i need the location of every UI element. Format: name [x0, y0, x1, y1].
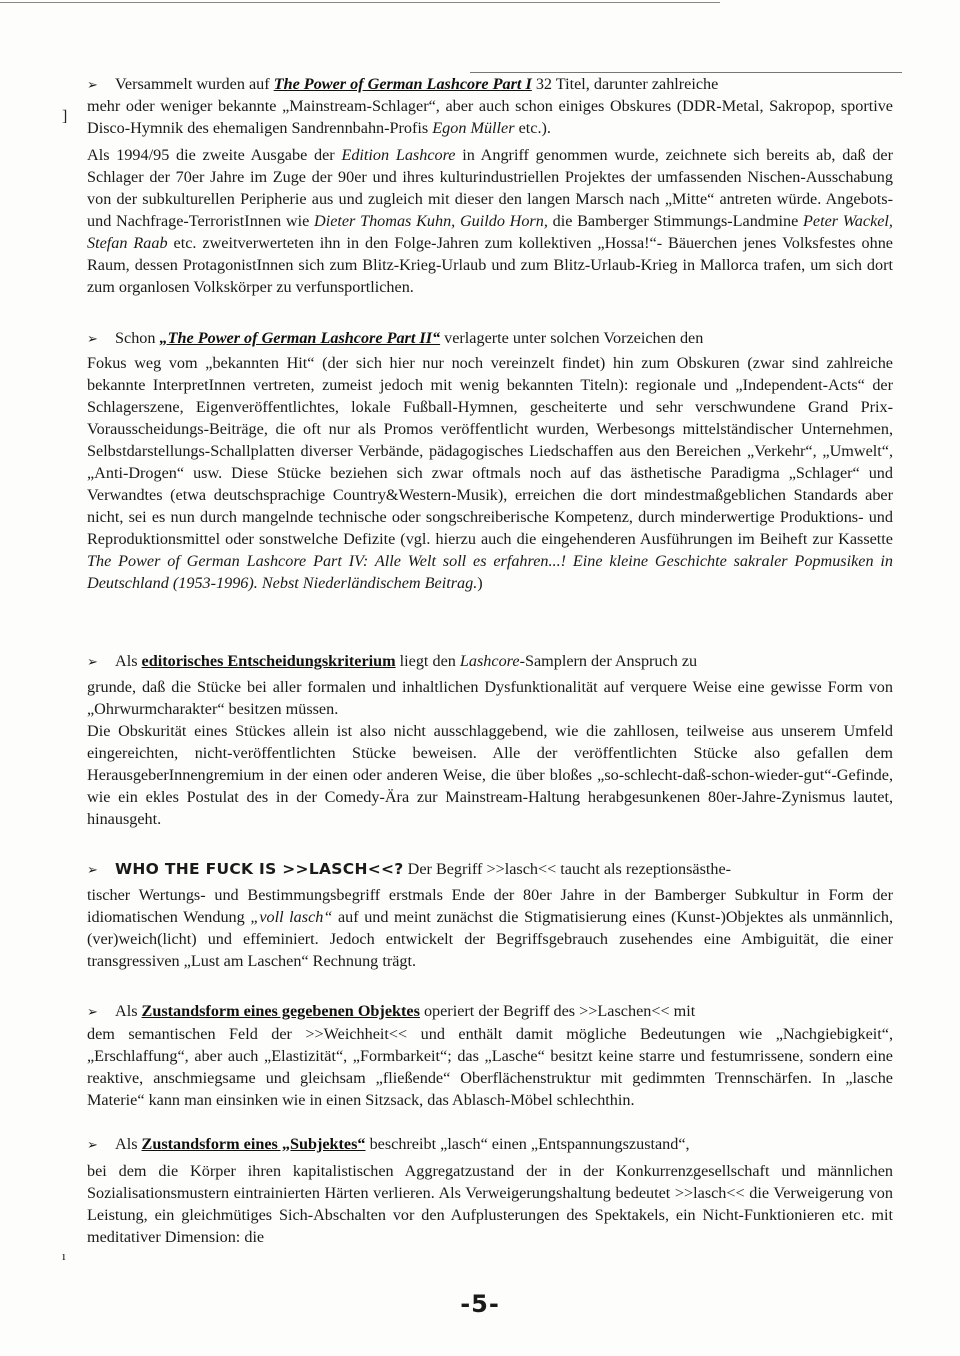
- section-5-lead: ➢ Als Zustandsform eines gegebenen Objektes operiert der Begriff des >>Laschen<< mit: [87, 1000, 695, 1024]
- margin-mark: ı: [62, 1248, 66, 1263]
- arrow-bullet-icon: ➢: [87, 1138, 98, 1153]
- title-highlight: „The Power of German Lashcore Part II“: [159, 329, 441, 347]
- section-1-lead: ➢ Versammelt wurden auf The Power of German Lashcore Part I 32 Titel, darunter zahlreiche: [87, 73, 718, 97]
- arrow-bullet-icon: ➢: [87, 863, 98, 878]
- keyword-highlight: editorisches Entscheidungskriterium: [141, 652, 396, 670]
- arrow-bullet-icon: ➢: [87, 655, 98, 670]
- section-3-paragraph: Die Obskurität eines Stückes allein ist also nicht ausschlaggebend, wie die zahllosen, teilweise aus unserem Umfeld eingereichten, nicht-veröffentlichten Stücke beweisen. Alle der veröffentlichten Stücke also gefallen dem HerausgeberInnengremium in der einen oder anderen Weise, die über bloßes „so-schlecht-daß-schon-wieder-gut“-Gefinde, wie ein ekles Postulat des in der Comedy-Ära zur Mainstream-Haltung herabgesunkenen 80er-Jahre-Zynismus lautet, hinausgeht.: [87, 722, 893, 828]
- page-number: -5-: [460, 1290, 500, 1318]
- section-6-lead: ➢ Als Zustandsform eines „Subjektes“ beschreibt „lasch“ einen „Entspannungszustand“,: [87, 1133, 690, 1157]
- section-4-lead: ➢ WHO THE FUCK IS >>LASCH<<? Der Begriff >>lasch<< taucht als rezeptionsästhe-: [87, 858, 731, 882]
- top-rule: [0, 2, 720, 3]
- section-4-continuation: tischer Wertungs- und Bestimmungsbegriff erstmals Ende der 80er Jahre in der Bamberger Subkultur in Form der idiomatischen Wendung „voll lasch“ auf und meint zunächst die Stigmatisierung eines (Kunst-)Objektes als unmännlich, (ver)weich(licht) und effeminiert. Jedoch entwickelt der Begriffsgebrauch zusehendes eine Ambiguität, die einer transgressiven „Lust am Laschen“ Rechnung trägt.: [87, 886, 894, 970]
- section-3-continuation: grunde, daß die Stücke bei aller formalen und inhaltlichen Dysfunktionalität auf verquere Weise eine gewisse Form von „Ohrwurmcharakter“ besitzen müssen.: [87, 678, 893, 718]
- section-2-lead: ➢ Schon „The Power of German Lashcore Part II“ verlagerte unter solchen Vorzeichen den: [87, 327, 703, 351]
- section-5-continuation: dem semantischen Feld der >>Weichheit<< und enthält damit mögliche Bedeutungen wie „Nachgiebigkeit“, „Erschlaffung“, aber auch „Elastizität“, „Formbarkeit“; das „Lasche“ besitzt keine starre und festumrissene, sondern eine reaktive, anschmiegsame und gleichsam „fließende“ Oberflächenstruktur mit gedimmten Trennschärfen. In „lasche Materie“ kann man einsinken wie in einen Sitzsack, das Ablasch-Möbel schlechthin.: [87, 1025, 893, 1109]
- section-6-continuation: bei dem die Körper ihren kapitalistischen Aggregatzustand der in der Konkurrenzgesellschaft und männlichen Sozialisationsmustern eintrainierten Härten verlieren. Als Verweigerungshaltung bedeutet >>lasch<< die Verweigerung von Leistung, ein gleichmütiges Sich-Abschalten vor den Aufplusterungen des Spektakels, ein Nicht-Funktionieren etc. mit meditativer Dimension: die: [87, 1162, 893, 1246]
- section-3-lead: ➢ Als editorisches Entscheidungskriterium liegt den Lashcore-Samplern der Anspruch zu: [87, 650, 697, 674]
- section-1-paragraph: Als 1994/95 die zweite Ausgabe der Edition Lashcore in Angriff genommen wurde, zeichnete sich bereits ab, daß der Schlager der 70er Jahre im Zuge der 90er und ihres kulturindustriellen Projektes der umfassenden Nischen-Ausschabung von der subkulturellen Peripherie aus und zugleich mit dieser den langen Marsch nach „Mitte“ antreten würde. Angebots- und Nachfrage-TerroristInnen wie Dieter Thomas Kuhn, Guildo Horn, die Bamberger Stimmungs-Landmine Peter Wackel, Stefan Raab etc. zweitverwerteten ihn in den Folge-Jahren zum kollektiven „Hossa!“- Bäuerchen jenes Volksfestes ohne Raum, dessen ProtagonistInnen sich zum Blitz-Krieg-Urlaub und zum Blitz-Urlaub-Krieg in Mallorca trafen, um sich dort zum organlosen Volkskörper zu verfunsportlichen.: [87, 146, 893, 296]
- heading-highlight: WHO THE FUCK IS >>LASCH<<?: [115, 860, 404, 878]
- arrow-bullet-icon: ➢: [87, 332, 98, 347]
- keyword-highlight: Zustandsform eines gegebenen Objektes: [141, 1002, 420, 1020]
- margin-mark: ]: [62, 108, 68, 125]
- section-2-continuation: Fokus weg vom „bekannten Hit“ (der sich hier nur noch vereinzelt findet) hin zum Obskuren (zwar sind zahlreiche bekannte InterpretInnen vertreten, zumeist jedoch mit wenig bekannten Titeln): regionale und „Independent-Acts“ der Schlagerszene, Eigenveröffentlichtes, lokale Fußball-Hymnen, gescheiterte und sehr verschwundene Grand Prix-Vorausscheidungs-Beiträge, die oft nur als Promos veröffentlicht wurden, Werbesongs mittelständischer Unternehmen, Selbstdarstellungs-Schallplatten diverser Verbände, pädagogisches Liedschaffen aus den Bereichen „Verkehr“, „Umwelt“, „Anti-Drogen“ usw. Diese Stücke beziehen sich zwar oftmals noch auf das ästhetische Paradigma „Schlager“ und Verwandtes (etwa deutschsprachige Country&Western-Musik), erreichen die dort mindestmaßgeblichen Standards aber nicht, sei es nun durch mangelnde technische oder songschreiberische Kompetenz, durch minderwertige Produktions- und Reproduktionsmittel oder sonstwelche Defizite (vgl. hierzu auch die eingehenderen Ausführungen im Beiheft zur Kassette The Power of German Lashcore Part IV: Alle Welt soll es erfahren...! Eine kleine Geschichte sakraler Popmusiken in Deutschland (1953-1996). Nebst Niederländischem Beitrag.): [87, 354, 893, 592]
- arrow-bullet-icon: ➢: [87, 78, 98, 93]
- section-1-continuation: mehr oder weniger bekannte „Mainstream-Schlager“, aber auch schon einiges Obskures (DDR-Metal, Sakropop, sportive Disco-Hymnik des ehemaligen Sandrennbahn-Profis Egon Müller etc.).: [87, 97, 893, 137]
- keyword-highlight: Zustandsform eines „Subjektes“: [141, 1135, 366, 1153]
- title-highlight: The Power of German Lashcore Part I: [273, 75, 532, 93]
- arrow-bullet-icon: ➢: [87, 1005, 98, 1020]
